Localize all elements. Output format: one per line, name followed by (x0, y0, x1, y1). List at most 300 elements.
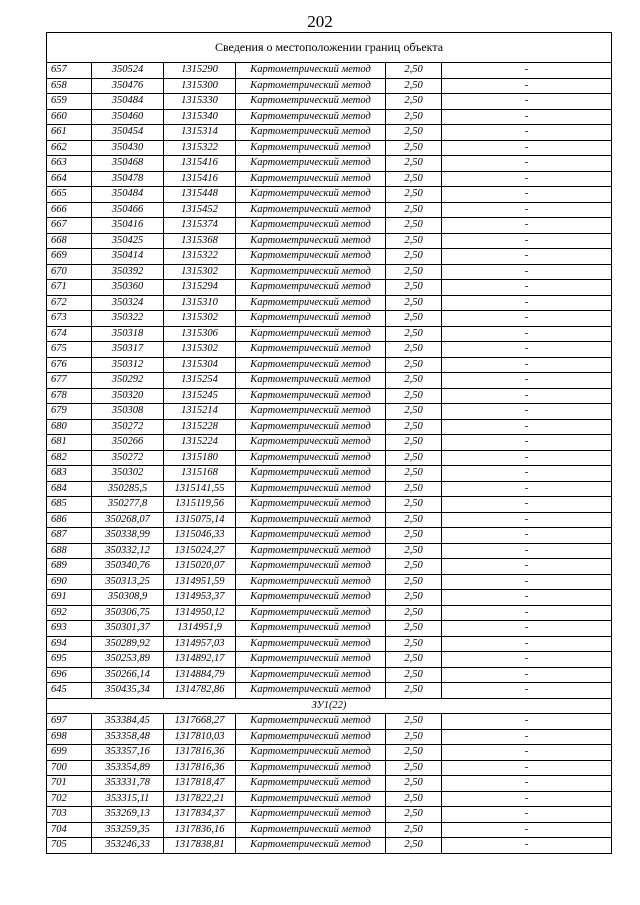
cell-accuracy: 2,50 (386, 807, 442, 823)
cell-point-number: 661 (47, 125, 92, 141)
cell-note: - (442, 776, 612, 792)
cell-note: - (442, 559, 612, 575)
table-row (47, 156, 612, 172)
table-row (47, 791, 612, 807)
cell-method: Картометрический метод (236, 760, 386, 776)
table-row (47, 326, 612, 342)
cell-method: Картометрический метод (236, 636, 386, 652)
cell-note: - (442, 357, 612, 373)
cell-point-number: 660 (47, 109, 92, 125)
cell-coord-x: 350266 (92, 435, 164, 451)
cell-point-number: 680 (47, 419, 92, 435)
cell-accuracy: 2,50 (386, 109, 442, 125)
cell-note: - (442, 404, 612, 420)
cell-method: Картометрический метод (236, 590, 386, 606)
cell-note: - (442, 652, 612, 668)
cell-method: Картометрический метод (236, 202, 386, 218)
cell-point-number: 696 (47, 667, 92, 683)
table-row (47, 559, 612, 575)
cell-note: - (442, 807, 612, 823)
cell-coord-x: 350277,8 (92, 497, 164, 513)
cell-point-number: 671 (47, 280, 92, 296)
cell-accuracy: 2,50 (386, 667, 442, 683)
table-row (47, 295, 612, 311)
cell-method: Картометрический метод (236, 667, 386, 683)
cell-point-number: 694 (47, 636, 92, 652)
cell-coord-y: 1315214 (164, 404, 236, 420)
cell-note: - (442, 590, 612, 606)
cell-point-number: 689 (47, 559, 92, 575)
cell-note: - (442, 326, 612, 342)
cell-coord-y: 1315322 (164, 140, 236, 156)
table-row (47, 822, 612, 838)
cell-coord-y: 1317838,81 (164, 838, 236, 854)
cell-coord-x: 350414 (92, 249, 164, 265)
cell-coord-y: 1317816,36 (164, 760, 236, 776)
cell-note: - (442, 156, 612, 172)
cell-method: Картометрический метод (236, 652, 386, 668)
cell-accuracy: 2,50 (386, 636, 442, 652)
cell-coord-y: 1315020,07 (164, 559, 236, 575)
cell-point-number: 705 (47, 838, 92, 854)
cell-method: Картометрический метод (236, 776, 386, 792)
cell-coord-x: 353315,11 (92, 791, 164, 807)
cell-point-number: 675 (47, 342, 92, 358)
cell-point-number: 657 (47, 63, 92, 79)
cell-accuracy: 2,50 (386, 822, 442, 838)
cell-coord-y: 1317810,03 (164, 729, 236, 745)
cell-coord-y: 1314782,86 (164, 683, 236, 699)
cell-note: - (442, 435, 612, 451)
table-row (47, 621, 612, 637)
cell-point-number: 665 (47, 187, 92, 203)
cell-coord-y: 1317834,37 (164, 807, 236, 823)
table-row (47, 512, 612, 528)
table-row (47, 357, 612, 373)
table-title: Сведения о местоположении границ объекта (47, 33, 612, 63)
cell-accuracy: 2,50 (386, 590, 442, 606)
table-row (47, 652, 612, 668)
cell-coord-y: 1317836,16 (164, 822, 236, 838)
cell-note: - (442, 342, 612, 358)
cell-coord-x: 350320 (92, 388, 164, 404)
cell-method: Картометрический метод (236, 729, 386, 745)
cell-coord-x: 350466 (92, 202, 164, 218)
cell-accuracy: 2,50 (386, 249, 442, 265)
cell-method: Картометрический метод (236, 233, 386, 249)
cell-coord-x: 353354,89 (92, 760, 164, 776)
table-row (47, 218, 612, 234)
cell-point-number: 678 (47, 388, 92, 404)
cell-accuracy: 2,50 (386, 311, 442, 327)
cell-coord-x: 350484 (92, 187, 164, 203)
table-row (47, 125, 612, 141)
cell-coord-x: 353384,45 (92, 714, 164, 730)
cell-note: - (442, 528, 612, 544)
cell-accuracy: 2,50 (386, 218, 442, 234)
cell-accuracy: 2,50 (386, 729, 442, 745)
table-row (47, 605, 612, 621)
cell-method: Картометрический метод (236, 218, 386, 234)
cell-accuracy: 2,50 (386, 450, 442, 466)
cell-accuracy: 2,50 (386, 388, 442, 404)
cell-coord-y: 1315448 (164, 187, 236, 203)
cell-note: - (442, 574, 612, 590)
table-row (47, 528, 612, 544)
cell-coord-x: 350292 (92, 373, 164, 389)
cell-coord-x: 350392 (92, 264, 164, 280)
cell-coord-x: 350416 (92, 218, 164, 234)
cell-note: - (442, 249, 612, 265)
table-row (47, 776, 612, 792)
cell-point-number: 662 (47, 140, 92, 156)
cell-coord-y: 1314950,12 (164, 605, 236, 621)
cell-point-number: 697 (47, 714, 92, 730)
cell-point-number: 669 (47, 249, 92, 265)
cell-accuracy: 2,50 (386, 466, 442, 482)
cell-coord-x: 350285,5 (92, 481, 164, 497)
cell-point-number: 681 (47, 435, 92, 451)
cell-coord-x: 350468 (92, 156, 164, 172)
cell-method: Картометрический метод (236, 605, 386, 621)
cell-point-number: 677 (47, 373, 92, 389)
cell-method: Картометрический метод (236, 497, 386, 513)
cell-note: - (442, 78, 612, 94)
cell-method: Картометрический метод (236, 838, 386, 854)
cell-coord-y: 1315302 (164, 264, 236, 280)
cell-accuracy: 2,50 (386, 233, 442, 249)
cell-point-number: 700 (47, 760, 92, 776)
cell-accuracy: 2,50 (386, 264, 442, 280)
table-title-row (47, 33, 612, 63)
cell-coord-y: 1315141,55 (164, 481, 236, 497)
cell-note: - (442, 822, 612, 838)
cell-note: - (442, 636, 612, 652)
cell-coord-x: 350268,07 (92, 512, 164, 528)
cell-accuracy: 2,50 (386, 574, 442, 590)
cell-point-number: 667 (47, 218, 92, 234)
cell-method: Картометрический метод (236, 435, 386, 451)
table-row (47, 466, 612, 482)
cell-method: Картометрический метод (236, 404, 386, 420)
cell-method: Картометрический метод (236, 326, 386, 342)
cell-point-number: 673 (47, 311, 92, 327)
cell-coord-x: 353246,33 (92, 838, 164, 854)
cell-coord-y: 1315180 (164, 450, 236, 466)
cell-note: - (442, 481, 612, 497)
cell-note: - (442, 125, 612, 141)
cell-coord-y: 1314884,79 (164, 667, 236, 683)
cell-accuracy: 2,50 (386, 605, 442, 621)
cell-accuracy: 2,50 (386, 683, 442, 699)
cell-accuracy: 2,50 (386, 528, 442, 544)
cell-point-number: 691 (47, 590, 92, 606)
cell-accuracy: 2,50 (386, 187, 442, 203)
cell-coord-x: 350266,14 (92, 667, 164, 683)
cell-note: - (442, 94, 612, 110)
cell-coord-x: 350478 (92, 171, 164, 187)
cell-accuracy: 2,50 (386, 342, 442, 358)
cell-coord-y: 1315168 (164, 466, 236, 482)
cell-note: - (442, 605, 612, 621)
cell-method: Картометрический метод (236, 357, 386, 373)
cell-accuracy: 2,50 (386, 357, 442, 373)
cell-point-number: 695 (47, 652, 92, 668)
cell-method: Картометрический метод (236, 528, 386, 544)
cell-accuracy: 2,50 (386, 140, 442, 156)
cell-coord-y: 1317822,21 (164, 791, 236, 807)
cell-point-number: 674 (47, 326, 92, 342)
cell-accuracy: 2,50 (386, 543, 442, 559)
cell-accuracy: 2,50 (386, 404, 442, 420)
cell-method: Картометрический метод (236, 187, 386, 203)
cell-point-number: 688 (47, 543, 92, 559)
table-row (47, 435, 612, 451)
cell-note: - (442, 295, 612, 311)
table-row (47, 171, 612, 187)
cell-point-number: 693 (47, 621, 92, 637)
cell-coord-y: 1315119,56 (164, 497, 236, 513)
cell-coord-y: 1315224 (164, 435, 236, 451)
cell-method: Картометрический метод (236, 78, 386, 94)
table-row (47, 404, 612, 420)
table-row (47, 342, 612, 358)
cell-coord-x: 350302 (92, 466, 164, 482)
table-row (47, 249, 612, 265)
cell-coord-x: 353358,48 (92, 729, 164, 745)
table-row (47, 63, 612, 79)
cell-point-number: 684 (47, 481, 92, 497)
cell-method: Картометрический метод (236, 807, 386, 823)
cell-point-number: 679 (47, 404, 92, 420)
cell-accuracy: 2,50 (386, 435, 442, 451)
table-row (47, 590, 612, 606)
cell-note: - (442, 187, 612, 203)
cell-coord-x: 350313,25 (92, 574, 164, 590)
cell-coord-y: 1315300 (164, 78, 236, 94)
table-row (47, 760, 612, 776)
table-row (47, 109, 612, 125)
cell-method: Картометрический метод (236, 311, 386, 327)
table-row (47, 636, 612, 652)
cell-coord-y: 1314953,37 (164, 590, 236, 606)
cell-method: Картометрический метод (236, 543, 386, 559)
cell-coord-x: 350340,76 (92, 559, 164, 575)
cell-method: Картометрический метод (236, 822, 386, 838)
cell-point-number: 659 (47, 94, 92, 110)
table-row (47, 729, 612, 745)
cell-accuracy: 2,50 (386, 295, 442, 311)
cell-note: - (442, 497, 612, 513)
cell-point-number: 670 (47, 264, 92, 280)
cell-method: Картометрический метод (236, 295, 386, 311)
cell-coord-y: 1315416 (164, 171, 236, 187)
cell-coord-x: 350425 (92, 233, 164, 249)
table-row (47, 264, 612, 280)
cell-note: - (442, 667, 612, 683)
cell-method: Картометрический метод (236, 249, 386, 265)
cell-coord-x: 350460 (92, 109, 164, 125)
cell-method: Картометрический метод (236, 280, 386, 296)
cell-coord-x: 350524 (92, 63, 164, 79)
cell-coord-x: 350318 (92, 326, 164, 342)
cell-note: - (442, 419, 612, 435)
cell-accuracy: 2,50 (386, 791, 442, 807)
table-row (47, 233, 612, 249)
cell-coord-y: 1314957,03 (164, 636, 236, 652)
cell-coord-y: 1315416 (164, 156, 236, 172)
cell-note: - (442, 388, 612, 404)
cell-coord-x: 353357,16 (92, 745, 164, 761)
cell-accuracy: 2,50 (386, 373, 442, 389)
cell-note: - (442, 621, 612, 637)
cell-coord-x: 350332,12 (92, 543, 164, 559)
cell-coord-y: 1315254 (164, 373, 236, 389)
cell-note: - (442, 512, 612, 528)
cell-point-number: 668 (47, 233, 92, 249)
boundary-table-body (47, 33, 612, 854)
cell-coord-x: 353259,35 (92, 822, 164, 838)
cell-coord-y: 1315294 (164, 280, 236, 296)
cell-coord-y: 1315314 (164, 125, 236, 141)
cell-method: Картометрический метод (236, 109, 386, 125)
table-row (47, 574, 612, 590)
cell-note: - (442, 218, 612, 234)
table-row (47, 838, 612, 854)
cell-note: - (442, 233, 612, 249)
cell-coord-y: 1315304 (164, 357, 236, 373)
cell-coord-y: 1314892,17 (164, 652, 236, 668)
cell-coord-x: 350360 (92, 280, 164, 296)
cell-point-number: 676 (47, 357, 92, 373)
cell-coord-x: 350312 (92, 357, 164, 373)
cell-method: Картометрический метод (236, 481, 386, 497)
cell-accuracy: 2,50 (386, 559, 442, 575)
cell-point-number: 701 (47, 776, 92, 792)
section-row (47, 698, 612, 714)
table-row (47, 388, 612, 404)
cell-coord-y: 1314951,9 (164, 621, 236, 637)
cell-method: Картометрический метод (236, 140, 386, 156)
cell-accuracy: 2,50 (386, 481, 442, 497)
cell-point-number: 702 (47, 791, 92, 807)
cell-point-number: 699 (47, 745, 92, 761)
cell-accuracy: 2,50 (386, 419, 442, 435)
table-row (47, 78, 612, 94)
cell-accuracy: 2,50 (386, 714, 442, 730)
cell-coord-y: 1315024,27 (164, 543, 236, 559)
cell-accuracy: 2,50 (386, 63, 442, 79)
cell-coord-x: 350324 (92, 295, 164, 311)
table-row (47, 373, 612, 389)
cell-coord-x: 350272 (92, 450, 164, 466)
cell-accuracy: 2,50 (386, 776, 442, 792)
cell-coord-x: 350317 (92, 342, 164, 358)
cell-point-number: 658 (47, 78, 92, 94)
cell-coord-x: 350308 (92, 404, 164, 420)
cell-note: - (442, 264, 612, 280)
cell-method: Картометрический метод (236, 791, 386, 807)
cell-note: - (442, 140, 612, 156)
cell-note: - (442, 311, 612, 327)
cell-note: - (442, 373, 612, 389)
table-row (47, 94, 612, 110)
cell-accuracy: 2,50 (386, 652, 442, 668)
cell-coord-y: 1315374 (164, 218, 236, 234)
cell-coord-x: 353331,78 (92, 776, 164, 792)
cell-note: - (442, 450, 612, 466)
cell-note: - (442, 729, 612, 745)
cell-method: Картометрический метод (236, 342, 386, 358)
cell-note: - (442, 683, 612, 699)
cell-coord-y: 1317816,36 (164, 745, 236, 761)
cell-coord-x: 350253,89 (92, 652, 164, 668)
cell-note: - (442, 280, 612, 296)
cell-coord-y: 1315310 (164, 295, 236, 311)
table-row (47, 419, 612, 435)
cell-accuracy: 2,50 (386, 280, 442, 296)
cell-coord-x: 350430 (92, 140, 164, 156)
cell-point-number: 687 (47, 528, 92, 544)
cell-method: Картометрический метод (236, 466, 386, 482)
cell-note: - (442, 745, 612, 761)
table-row (47, 450, 612, 466)
cell-coord-y: 1315330 (164, 94, 236, 110)
table-row (47, 807, 612, 823)
cell-point-number: 692 (47, 605, 92, 621)
cell-accuracy: 2,50 (386, 326, 442, 342)
cell-coord-x: 350301,37 (92, 621, 164, 637)
table-row (47, 311, 612, 327)
cell-coord-y: 1315302 (164, 342, 236, 358)
cell-method: Картометрический метод (236, 125, 386, 141)
cell-coord-y: 1314951,59 (164, 574, 236, 590)
cell-method: Картометрический метод (236, 373, 386, 389)
cell-coord-y: 1315075,14 (164, 512, 236, 528)
cell-accuracy: 2,50 (386, 512, 442, 528)
cell-coord-y: 1315245 (164, 388, 236, 404)
cell-coord-y: 1315368 (164, 233, 236, 249)
cell-coord-y: 1315228 (164, 419, 236, 435)
cell-accuracy: 2,50 (386, 78, 442, 94)
cell-coord-x: 350289,92 (92, 636, 164, 652)
cell-coord-x: 350435,34 (92, 683, 164, 699)
cell-coord-y: 1315306 (164, 326, 236, 342)
cell-note: - (442, 838, 612, 854)
cell-note: - (442, 63, 612, 79)
cell-method: Картометрический метод (236, 683, 386, 699)
cell-method: Картометрический метод (236, 388, 386, 404)
table-row (47, 202, 612, 218)
cell-accuracy: 2,50 (386, 171, 442, 187)
cell-point-number: 672 (47, 295, 92, 311)
cell-coord-x: 353269,13 (92, 807, 164, 823)
section-label: ЗУ1(22) (47, 698, 612, 714)
cell-method: Картометрический метод (236, 559, 386, 575)
cell-note: - (442, 543, 612, 559)
cell-method: Картометрический метод (236, 714, 386, 730)
table-row (47, 745, 612, 761)
cell-accuracy: 2,50 (386, 497, 442, 513)
boundary-table (46, 32, 612, 854)
cell-accuracy: 2,50 (386, 838, 442, 854)
table-row (47, 187, 612, 203)
table-row (47, 667, 612, 683)
cell-accuracy: 2,50 (386, 156, 442, 172)
cell-coord-x: 350306,75 (92, 605, 164, 621)
page-number: 202 (307, 12, 333, 31)
cell-point-number: 664 (47, 171, 92, 187)
